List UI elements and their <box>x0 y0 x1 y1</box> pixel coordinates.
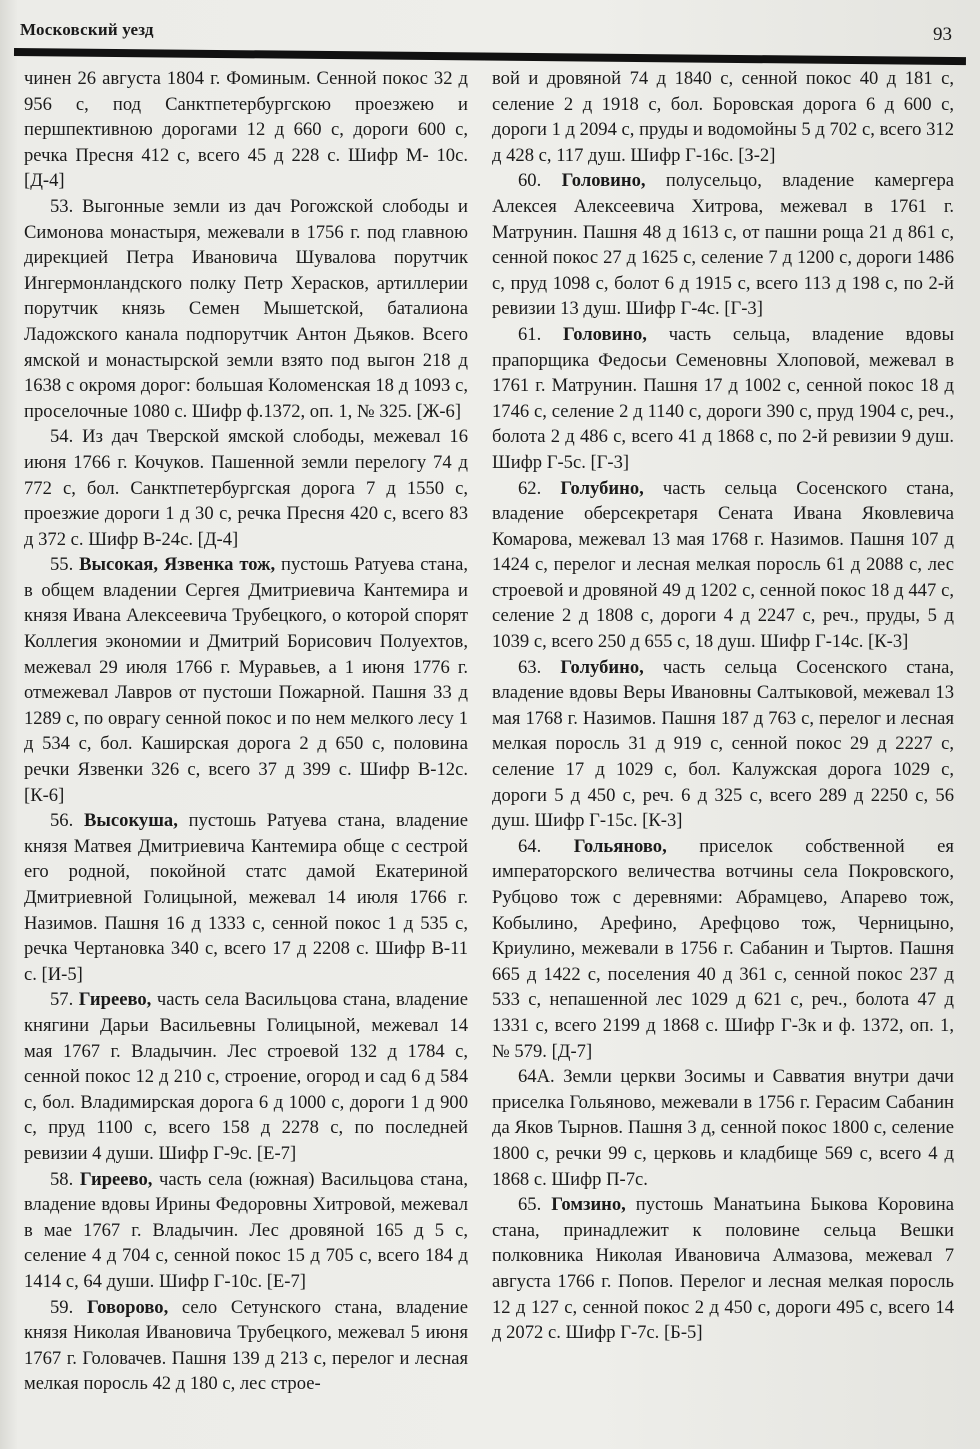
entry-number: 60. <box>518 170 542 192</box>
section-title: Московский уезд <box>20 20 154 39</box>
entry-number: 61. <box>518 323 542 345</box>
entry-paragraph <box>24 1167 468 1295</box>
entry-text: Из дач Тверской ямской слободы, межевал 16 июня 1766 г. Кочуков. Пашенной земли перелогу 74 д 772 с, бол. Санктпетербургская дорога 7 д 1550 с, проезжие дороги 1 д 30 с, речка Пресня 420 с, всего 83 д 372 с. Шифр В-24с. [Д-4] <box>24 426 468 550</box>
entry-paragraph <box>24 194 468 424</box>
entry-text: пустошь Манатьина Быкова Коровина стана, принадлежит к половине сельца Вешки полковника Николая Ивановича Алмазова, межевал 7 августа 1766 г. Попов. Перелог и лесная мелкая поросль 12 д 127 с, сенной покос 2 д 450 с, дороги 495 с, всего 14 д 2072 с. Шифр Г-7с. [Б-5] <box>492 1194 954 1344</box>
entry-number: 58. <box>50 1168 74 1190</box>
entry-text: пустошь Ратуева стана, владение князя Матвея Дмитриевича Кантемира обще с сестрой его родной, покойной статс дамой Екатериной Дмитриевной Голицыной, межевал 14 июля 1766 г. Назимов. Пашня 16 д 1333 с, сенной покос 1 д 535 с, речка Чертановка 340 с, всего 17 д 2208 с. Шифр В-11 с. [И-5] <box>24 810 468 985</box>
left-column <box>24 66 468 1397</box>
entry-paragraph <box>492 322 954 476</box>
entry-number: 59. <box>50 1296 74 1318</box>
entry-number: 55. <box>50 554 74 576</box>
entry-number: 56. <box>50 810 74 832</box>
entry-text: часть села (южная) Васильцова стана, владение вдовы Ирины Федоровны Хитровой, межевал в мае 1767 г. Владычин. Лес дровяной 165 д 5 с, селение 4 д 704 с, сенной покос 15 д 705 с, всего 184 д 1414 с, 64 души. Шифр Г-10с. [Е-7] <box>24 1168 468 1292</box>
header-rule <box>14 48 966 65</box>
entry-number: 53. <box>50 195 74 217</box>
entry-paragraph <box>24 424 468 552</box>
entry-paragraph <box>24 66 468 194</box>
entry-number: 64. <box>518 835 542 857</box>
entry-name: Головино, <box>561 170 646 192</box>
page-number: 93 <box>933 24 952 45</box>
entry-name: Высокая, Язвенка тож, <box>79 554 276 576</box>
entry-name: Голубино, <box>560 477 644 499</box>
entry-text: Земли церкви Зосимы и Савватия внутри дачи приселка Гольяново, межевали в 1756 г. Герасим Сабанин да Яков Тырнов. Пашня 3 д, сенной покос 1800 с, селение 1800 с, речки 99 с, церковь и кладбище 569 с, всего 4 д 1868 с. Шифр П-7с. <box>492 1066 954 1190</box>
entry-paragraph <box>492 168 954 322</box>
entry-paragraph <box>24 987 468 1166</box>
entry-text: часть сельца Сосенского стана, владение оберсекретаря Сената Ивана Яковлевича Комарова, межевал 13 мая 1768 г. Назимов. Пашня 107 д 1424 с, перелог и лесная мелкая поросль 61 д 2088 с, лес строевой и дровяной 49 д 1202 с, сенной покос 18 д 447 с, селение 2 д 1808 с, дороги 4 д 2247 с, реч., пруды, 5 д 1039 с, всего 250 д 655 с, 18 душ. Шифр Г-14с. [К-3] <box>492 477 954 653</box>
entry-name: Гиреево, <box>79 1168 153 1190</box>
entry-name: Говорово, <box>86 1296 169 1318</box>
entry-text: полусельцо, владение камергера Алексея Алексеевича Хитрова, межевал в 1761 г. Матрунин. Пашня 48 д 1613 с, от пашни роща 21 д 861 с, сенной покос 27 д 1625 с, селение 7 д 1200 с, дороги 1486 с, пруд 1098 с, болот 6 д 1915 с, всего 113 д 198 с, по 2-й ревизии 13 душ. Шифр Г-4с. [Г-3] <box>492 170 955 320</box>
right-column <box>492 66 954 1346</box>
entry-name: Высокуша, <box>83 810 178 832</box>
entry-paragraph <box>492 655 954 834</box>
entry-text: пустошь Ратуева стана, в общем владении Сергея Дмитриевича Кантемира и князя Ивана Алексеевича Трубецкого, о которой спорят Коллегия экономии и Дмитрий Борисович Полуехтов, межевал 29 июля 1766 г. Муравьев, а 1 июня 1776 г. отмежевал Лавров от пустоши Пожарной. Пашня 33 д 1289 с, по оврагу сенной покос и по нем мелкого лесу 1 д 534 с, бол. Каширская дорога 2 д 650 с, половина речки Язвенки 326 с, всего 37 д 399 с. Шифр В-12с. [К-6] <box>24 554 468 806</box>
entry-paragraph <box>24 808 468 987</box>
entry-paragraph <box>492 66 954 168</box>
entry-name: Голубино, <box>560 656 644 678</box>
entry-paragraph <box>492 476 954 655</box>
entry-text: вой и дровяной 74 д 1840 с, сенной покос 40 д 181 с, селение 2 д 1918 с, бол. Боровская дорога 6 д 600 с, дороги 1 д 2094 с, пруды и водомойны 5 д 702 с, всего 312 д 428 с, 117 душ. Шифр Г-16с. [З-2] <box>492 68 954 166</box>
entry-name: Гольяново, <box>573 835 667 857</box>
entry-text: приселок собственной ея императорского величества вотчины села Покровского, Рубцово тож с деревнями: Абрамцево, Апарево тож, Кобылино, Арефино, Арефцово тож, Черницыно, Криулино, межевали в 1756 г. Сабанин и Тыртов. Пашня 665 д 1422 с, поселения 40 д 361 с, сенной покос 237 д 533 с, непашенной лес 1029 д 621 с, реч., болота 47 д 1331 с, всего 2199 д 1868 с. Шифр Г-3к и ф. 1372, оп. 1, № 579. [Д-7] <box>492 835 954 1062</box>
entry-text: часть сельца, владение вдовы прапорщика Федосьи Семеновны Хлоповой, межевал в 1761 г. Матрунин. Пашня 17 д 1002 с, сенной покос 18 д 1746 с, селение 2 д 1140 с, дороги 390 с, пруд 1904 с, реч., болота 2 д 486 с, всего 41 д 1868 с, по 2-й ревизии 9 душ. Шифр Г-5с. [Г-3] <box>492 323 954 473</box>
entry-number: 62. <box>518 477 542 499</box>
entry-number: 65. <box>518 1194 542 1216</box>
entry-paragraph <box>492 1192 954 1346</box>
entry-text: Выгонные земли из дач Рогожской слободы и Симонова монастыря, межевали в 1756 г. под главною дирекцией Петра Ивановича Шувалова порутчик Ингермонландского полку Петр Херасков, артиллерии порутчик князь Семен Мышетской, баталиона Ладожского канала подпорутчик Антон Дьяков. Всего ямской и монастырской земли взято под выгон 218 д 1638 с окромя дорог: большая Коломенская 18 д 1093 с, проселочные 1080 с. Шифр ф.1372, оп. 1, № 325. [Ж-6] <box>24 195 468 422</box>
entry-name: Головино, <box>563 323 647 345</box>
entry-paragraph <box>492 834 954 1064</box>
entry-number: 57. <box>50 989 74 1011</box>
entry-paragraph <box>24 1295 468 1397</box>
entry-paragraph <box>24 552 468 808</box>
entry-text: часть села Васильцова стана, владение княгини Дарьи Васильевны Голицыной, межевал 14 мая 1767 г. Владычин. Лес строевой 132 д 1784 с, сенной покос 12 д 210 с, строение, огород и сад 6 д 584 с, бол. Владимирская дорога 6 д 1000 с, дороги 1 д 900 с, пруд 1100 с, всего 158 д 2278 с, по последней ревизии 4 души. Шифр Г-9с. [Е-7] <box>24 989 468 1164</box>
entry-number: 63. <box>518 656 542 678</box>
entry-text: часть сельца Сосенского стана, владение вдовы Веры Ивановны Салтыковой, межевал 13 мая 1768 г. Назимов. Пашня 187 д 763 с, перелог и лесная мелкая поросль 31 д 919 с, сенной покос 29 д 2227 с, селение 17 д 1029 с, бол. Калужская дорога 1029 с, дороги 5 д 450 с, реч. 6 д 325 с, всего 289 д 2250 с, 56 душ. Шифр Г-15с. [К-3] <box>492 656 954 832</box>
entry-number: 54. <box>50 426 74 448</box>
entry-text: село Сетунского стана, владение князя Николая Ивановича Трубецкого, межевал 5 июня 1767 г. Головачев. Пашня 139 д 213 с, перелог и лесная мелкая поросль 42 д 180 с, лес строе- <box>24 1296 468 1395</box>
entry-name: Гиреево, <box>78 989 152 1011</box>
entry-text: чинен 26 августа 1804 г. Фоминым. Сенной покос 32 д 956 с, под Санктпетербургскою проезжею и першпективною дорогами 12 д 660 с, дороги 600 с, речка Пресня 412 с, всего 45 д 228 с. Шифр М- 10с. [Д-4] <box>24 68 468 192</box>
entry-number: 64А. <box>518 1066 555 1088</box>
entry-paragraph <box>492 1064 954 1192</box>
running-header <box>12 14 952 48</box>
entry-name: Гомзино, <box>551 1194 626 1216</box>
